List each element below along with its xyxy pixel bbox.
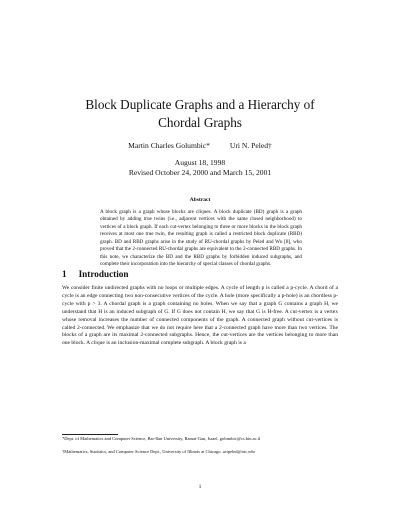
introduction-text: We consider finite undirected graphs with no loops or multiple edges. A cycle of length p is called a p-cycle. A chord of a cycle is an edge connecting two non-consecutive vertices of the cycle. A hole (more specifically a p-hole) is an chordless p-cycle with p > 3. A chordal graph is a graph containing no holes. When we say that a graph G contains a graph H, we understand that H is an induced subgraph of G. If G does not contain H, we say that G is H-free. A cut-vertex is a vertex whose removal increases the number of connected components of the graph. A connected graph without cut-vertices is called 2-connected. We emphasize that we do not require here that a 2-connected graph have more than two vertices. The blocks of a graph are its maximal 2-connected subgraphs. Hence, the cut-vertices are the vertices belonging to more than one block. A clique is an inclusion-maximal complete subgraph. A block graph is a	[62, 285, 338, 347]
section-heading	[62, 269, 128, 279]
title-line-2: Chordal Graphs	[158, 115, 242, 130]
paper-title	[0, 96, 400, 132]
author-golumbic: Martin Charles Golumbic*	[128, 141, 210, 150]
page-number: 1	[198, 484, 202, 490]
section-title: Introduction	[78, 269, 129, 279]
section-number: 1	[62, 269, 67, 279]
abstract-text: A block graph is a graph whose blocks are cliques. A block duplicate (BD) graph is a graph obtained by adding true twins (i.e., adjacent vertices with the same closed neighborhood) to vertices of a block graph. If each cut-vertex belonging to three or more blocks in the block graph receives at most one true twin, the resulting graph is called a restricted block duplicate (RBD) graph. BD and RBD graphs arise in the study of RU-chordal graphs by Peled and Wu [8], who proved that the 2-connected RU-chordal graphs are equivalent to the 2-connected RBD graphs. In this note, we characterize the BD and the RBD graphs by forbidden induced subgraphs, and complete their incorporation into the hierarchy of special classes of chordal graphs.	[100, 209, 302, 268]
revised-date: Revised October 24, 2000 and March 15, 2001	[128, 168, 272, 177]
date: August 18, 1998	[174, 158, 226, 167]
abstract-heading: Abstract	[189, 197, 211, 203]
dates	[0, 158, 400, 178]
footnote-2: †Mathematics, Statistics, and Computer Science Dept., University of Illinois at Chicago. uripeled@uic.edu	[62, 449, 255, 454]
footnote-rule	[62, 434, 118, 435]
author-peled: Uri N. Peled†	[229, 141, 272, 150]
authors	[0, 141, 400, 150]
title-line-1: Block Duplicate Graphs and a Hierarchy of	[85, 97, 315, 112]
footnote-1: *Dept. of Mathematics and Computer Science, Bar-Ilan University, Ramat-Gan, Israel. golumbic@cs.biu.ac.il	[62, 436, 261, 441]
